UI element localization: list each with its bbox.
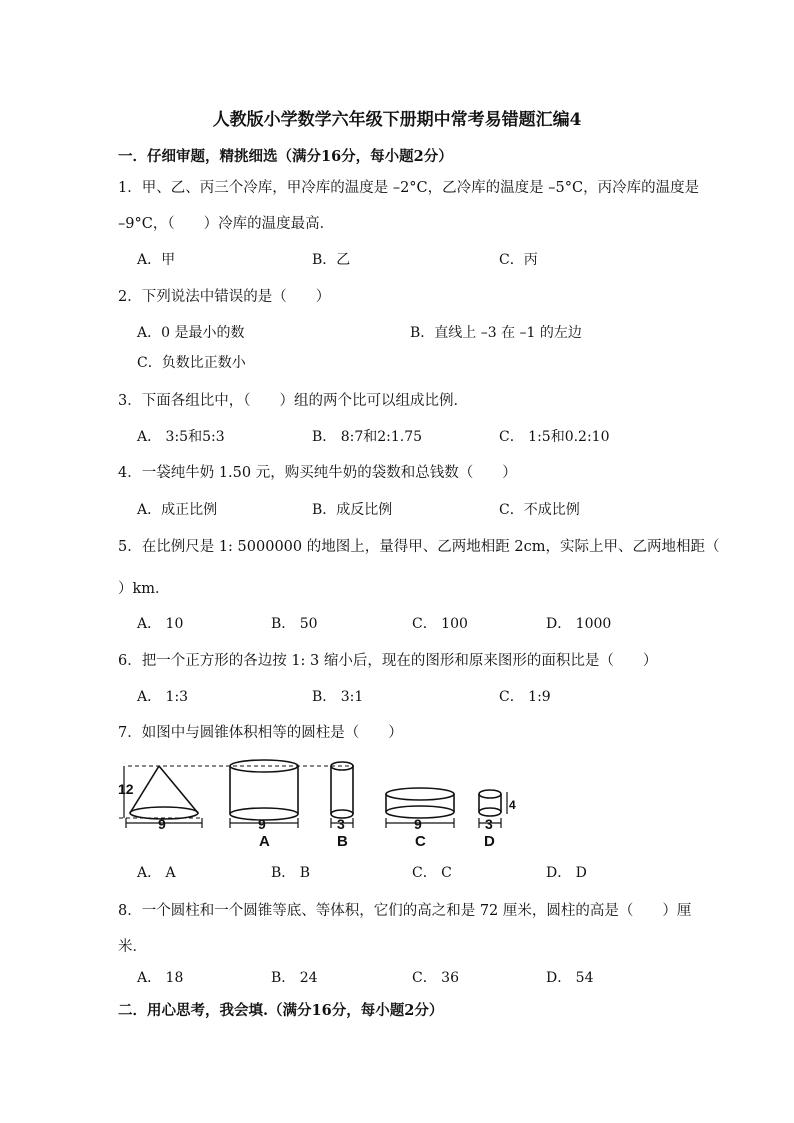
solids-figure [118, 756, 518, 852]
option-c: C．丙 [499, 252, 538, 268]
section-2-heading: 二．用心思考，我会填.（满分16分，每小题2分） [118, 1002, 444, 1019]
dim-b-diameter: 3 [337, 816, 345, 832]
dim-c-diameter: 9 [414, 816, 422, 832]
cylinder-d-shape [479, 790, 507, 828]
option-b: B． 3:1 [312, 689, 364, 705]
dim-a-diameter: 9 [258, 816, 266, 832]
option-b: B． 24 [271, 970, 318, 986]
option-c: C． 1:9 [499, 689, 551, 705]
label-b: B [337, 833, 348, 850]
label-c: C [415, 833, 426, 850]
option-a: A． 1:3 [137, 689, 189, 705]
dim-d-height: 4 [509, 798, 516, 812]
question-1-line-2: –9°C，（ ）冷库的温度最高． [118, 216, 335, 232]
option-d: D． 54 [546, 970, 594, 986]
question-7-line-1: 7．如图中与圆锥体积相等的圆柱是（ ） [118, 725, 403, 741]
option-c: C． 100 [412, 616, 468, 632]
option-c: C．不成比例 [499, 502, 580, 518]
question-3-line-1: 3．下面各组比中，（ ）组的两个比可以组成比例． [118, 393, 468, 409]
label-a: A [259, 833, 270, 850]
question-5-line-2: ）km． [118, 581, 170, 597]
label-d: D [484, 833, 495, 850]
page-title: 人教版小学数学六年级下册期中常考易错题汇编4 [212, 110, 582, 130]
option-d: D． 1000 [546, 616, 612, 632]
option-a: A． 18 [137, 970, 184, 986]
dim-cone-height: 12 [118, 781, 134, 797]
question-6-line-1: 6．把一个正方形的各边按 1: 3 缩小后，现在的图形和原来图形的面积比是（ ） [118, 653, 658, 669]
question-4-line-1: 4．一袋纯牛奶 1.50 元，购买纯牛奶的袋数和总钱数（ ） [118, 465, 517, 481]
option-a: A．甲 [137, 252, 176, 268]
dim-cone-diameter: 9 [158, 816, 166, 832]
option-a: A． A [137, 865, 176, 881]
question-5-line-1: 5．在比例尺是 1: 5000000 的地图上，量得甲、乙两地相距 2cm，实际上甲、乙两地相距（ [118, 539, 720, 555]
option-c: C．负数比正数小 [137, 355, 246, 371]
option-c: C． 36 [412, 970, 459, 986]
dim-d-diameter: 3 [485, 816, 493, 832]
question-2-line-1: 2．下列说法中错误的是（ ） [118, 289, 331, 305]
option-a: A． 10 [137, 616, 184, 632]
option-d: D． D [546, 865, 587, 881]
option-b: B．成反比例 [312, 502, 393, 518]
question-8-line-1: 8．一个圆柱和一个圆锥等底、等体积，它们的高之和是 72 厘米，圆柱的高是（ ）厘 [118, 903, 692, 919]
question-1-line-1: 1．甲、乙、丙三个冷库，甲冷库的温度是 –2°C，乙冷库的温度是 –5°C，丙冷库的温度是 [118, 180, 700, 196]
question-8-line-2: 米． [118, 939, 147, 955]
option-b: B． 50 [271, 616, 318, 632]
option-a: A．成正比例 [137, 502, 218, 518]
option-b: B． 8:7和2:1.75 [312, 429, 423, 445]
option-a: A．0 是最小的数 [137, 325, 245, 341]
section-1-heading: 一．仔细审题，精挑细选（满分16分，每小题2分） [118, 148, 453, 165]
option-b: B． B [271, 865, 311, 881]
option-c: C． 1:5和0.2:10 [499, 429, 610, 445]
option-c: C． C [412, 865, 452, 881]
option-a: A． 3:5和5:3 [137, 429, 225, 445]
option-b: B．直线上 –3 在 –1 的左边 [410, 325, 582, 341]
option-b: B．乙 [312, 252, 351, 268]
